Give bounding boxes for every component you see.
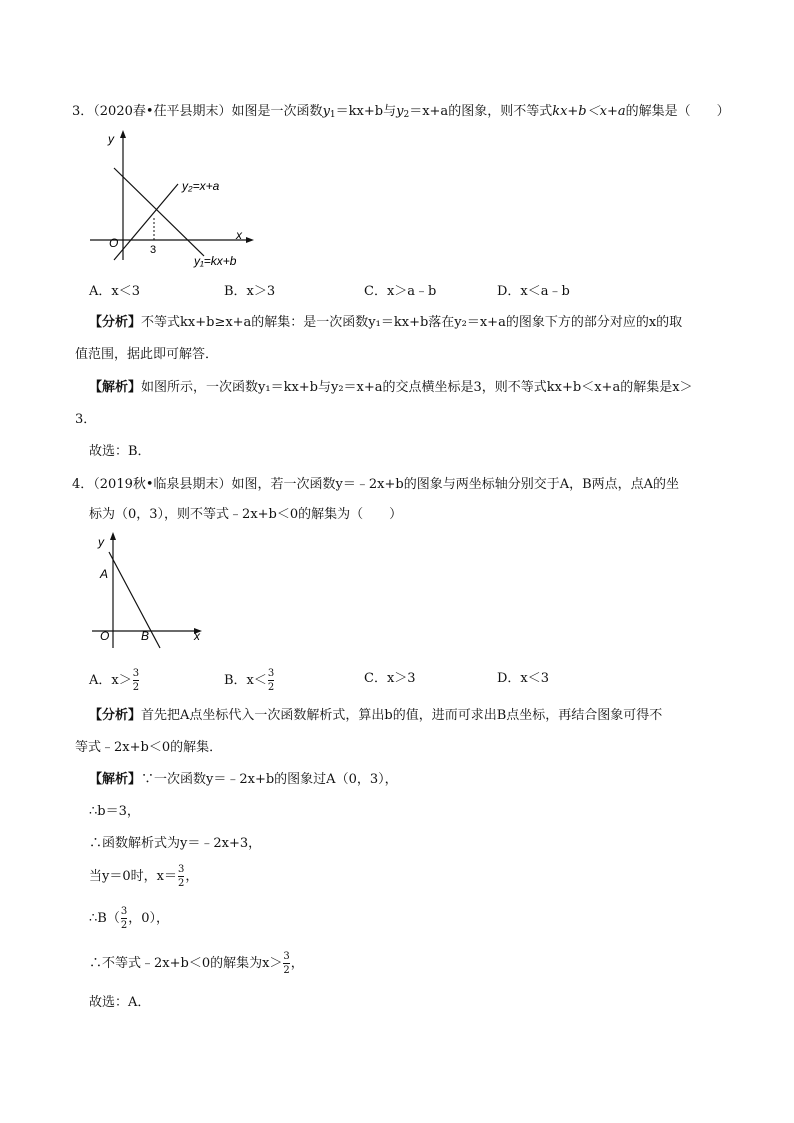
q4-point-b-label: B [141,629,150,643]
q3-y1-sub: 1 [329,110,336,120]
q4-analysis-tag: 【分析】 [89,708,142,723]
q3-number: 3． [72,104,94,119]
q3-x-arrow [246,237,254,243]
q3-y1: y [322,104,330,119]
q4-solution-step6 [89,951,304,976]
q4-step5-text: ∴B（ [89,911,120,926]
q3-solution-line2: 3． [75,412,97,427]
q4-solution-text1: ∵一次函数y＝﹣2x+b的图象过A（0，3）， [141,772,398,787]
q3-y-arrow [120,130,126,138]
q3-eq1: ＝kx+b [335,104,384,119]
q4-solution-tag: 【解析】 [89,772,142,787]
q3-analysis-line2: 值范围，据此即可解答． [75,347,219,362]
q3-solution-line1 [89,379,693,397]
q3-eq2: ＝x+a [409,104,449,119]
q4-point-a-label: A [100,567,109,581]
q3-stem-text-a: 如图是一次函数 [231,104,323,119]
q4-step6-text: ∴不等式﹣2x+b＜0的解集为x＞ [89,956,283,971]
q4-step4-num: 3 [177,864,185,875]
q4-y-label: y [98,535,104,549]
q3-analysis-text1: 不等式kx+b≥x+a的解集：是一次函数y₁＝kx+b落在y₂＝x+a的图象下方的部分对应的x的取 [141,315,683,330]
q4-solution-line1 [89,771,398,789]
q4-option-a-text: A．x＞ [89,673,132,688]
q4-stem-line2: 标为（0，3），则不等式﹣2x+b＜0的解集为（ ） [89,507,403,522]
q3-y-label: y [108,132,114,146]
q3-option-d[interactable]: D．x＜a﹣b [497,284,570,299]
q3-option-c[interactable]: C．x＞a﹣b [364,284,437,299]
q4-option-b-den: 2 [267,682,275,693]
q4-options [89,668,589,698]
q4-number: 4． [72,477,94,492]
q4-step6-post: ， [290,956,304,971]
q4-option-b[interactable] [224,668,275,693]
q4-stem-line1 [72,476,679,494]
q4-option-b-text: B．x＜ [224,673,267,688]
q4-solution-step4 [89,864,198,889]
q3-answer: 故选：B． [89,444,151,459]
q3-origin-label: O [109,236,119,250]
q4-solution-step3: ∴函数解析式为y＝﹣2x+3， [89,836,262,851]
q4-step5-post: ，0）， [128,911,169,926]
q3-x-label: x [236,228,242,242]
q4-option-b-num: 3 [267,668,275,679]
q3-option-b[interactable]: B．x＞3 [224,284,276,299]
q3-y2-label: y₂=x+a [182,179,220,193]
q4-origin-label: O [100,629,110,643]
q4-analysis-line2: 等式﹣2x+b＜0的解集． [75,740,223,755]
q3-solution-text1: 如图所示，一次函数y₁＝kx+b与y₂＝x+a的交点横坐标是3，则不等式kx+b＜x+a的解集是x＞ [141,380,693,395]
q3-solution-tag: 【解析】 [89,380,142,395]
q4-option-c[interactable]: C．x＞3 [364,671,416,686]
q3-stem-text-b: 与 [383,104,397,119]
q4-stem-text1: 如图，若一次函数y＝﹣2x+b的图象与两坐标轴分别交于A，B两点，点A的坐 [231,477,680,492]
q4-option-d[interactable]: D．x＜3 [497,671,550,686]
q4-option-a-den: 2 [132,682,140,693]
q3-inequality: kx+b＜x+a [552,104,626,119]
q4-source: （2019秋•临泉县期末） [93,477,232,492]
q4-analysis-line1 [89,707,662,725]
q3-source: （2020春•茌平县期末） [93,104,232,119]
q3-analysis-tag: 【分析】 [89,315,142,330]
q3-analysis-line1 [89,314,682,332]
q4-option-a[interactable] [89,668,140,693]
q3-option-a[interactable]: A．x＜3 [89,284,140,299]
q3-stem [72,103,730,121]
q4-analysis-text1: 首先把A点坐标代入一次函数解析式，算出b的值，进而可求出B点坐标，再结合图象可得不 [141,708,663,723]
q4-solution-step2: ∴b＝3， [89,804,140,819]
q3-y1-label: y₁=kx+b [194,254,237,268]
q4-step4-den: 2 [177,878,185,889]
q4-x-label: x [194,629,200,643]
q3-y2: y [396,104,404,119]
q4-step5-num: 3 [120,906,128,917]
q4-step4-post: ， [185,869,199,884]
q4-step6-num: 3 [283,951,290,962]
q3-stem-text-c: 的图象，则不等式 [448,104,553,119]
q4-step6-den: 2 [283,965,290,976]
q4-solution-step5 [89,906,169,931]
q4-step4-text: 当y＝0时，x＝ [89,869,177,884]
q4-line [109,552,160,648]
q3-y2-sub: 2 [403,110,410,120]
q4-option-a-num: 3 [132,668,140,679]
q4-answer: 故选：A． [89,995,151,1010]
q4-y-arrow [110,532,116,540]
q3-tick-3: 3 [150,244,157,256]
q3-graph [88,128,268,268]
q3-stem-text-d: 的解集是（ ） [625,104,730,119]
q4-graph [90,530,210,650]
q4-step5-den: 2 [120,920,128,931]
